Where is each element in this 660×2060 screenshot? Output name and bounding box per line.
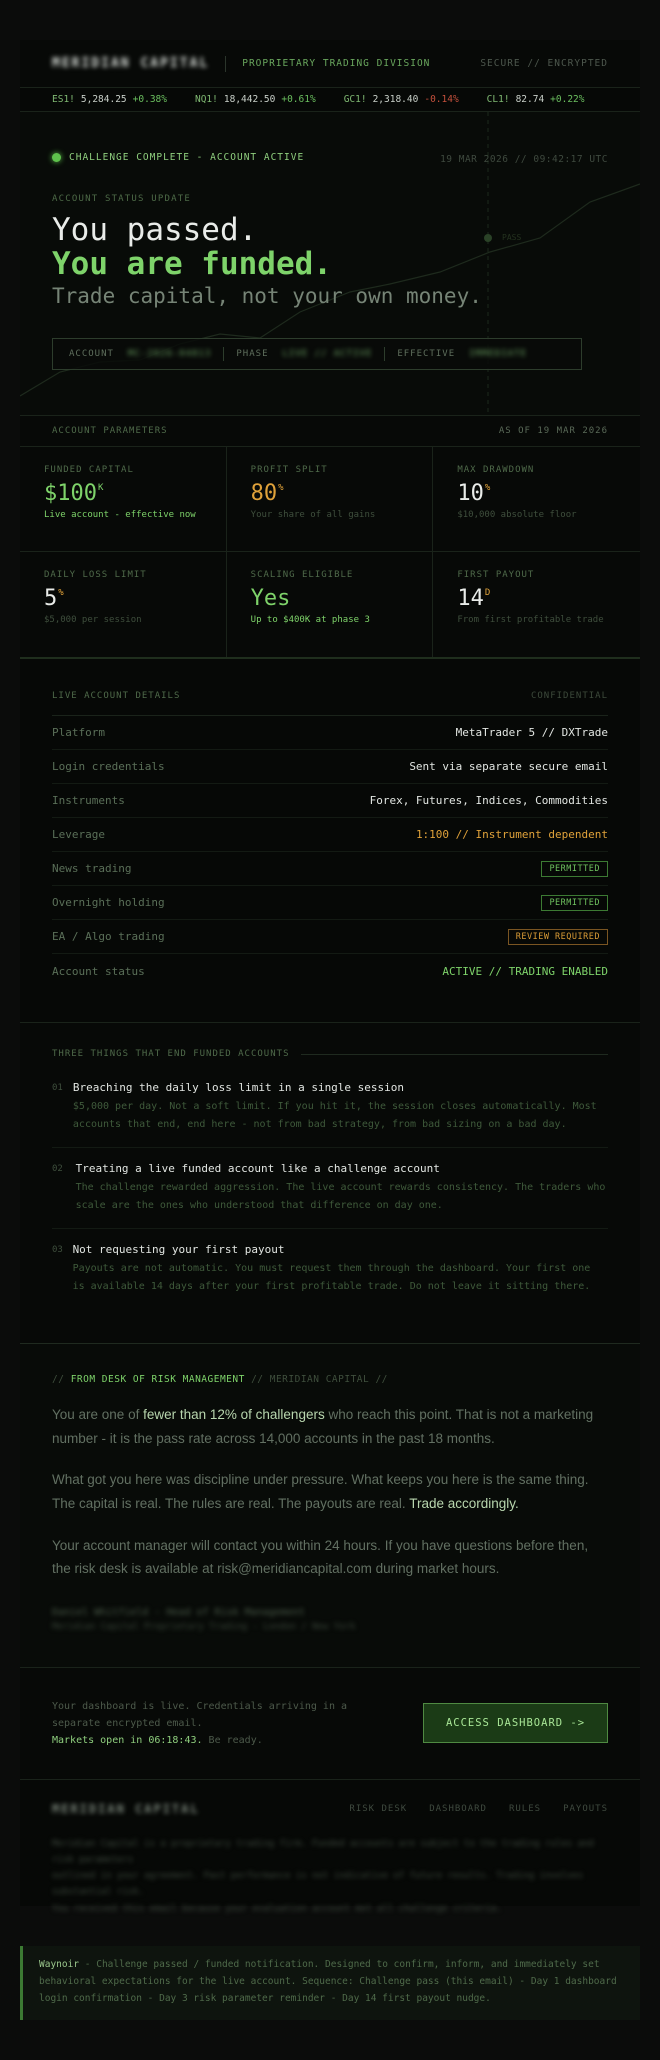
param-value: 80% (250, 481, 284, 506)
risk-desk-letter (20, 1344, 640, 1668)
param-key: FIRST PAYOUT (457, 570, 535, 580)
detail-value: ACTIVE // TRADING ENABLED (442, 964, 608, 978)
from-org: // MERIDIAN CAPITAL // (251, 1374, 388, 1385)
hero-section (20, 112, 640, 416)
ticker-symbol: GC1! (343, 94, 367, 105)
effective-key: EFFECTIVE (397, 349, 456, 359)
note-text: - Challenge passed / funded notification. Designed to confirm, inform, and immediately set behavioral expectations for the live account. Sequence: Challenge pass (this email) - Day 1 dashboard login confirmation - Day 3 risk parameter reminder - Day 14 first payout nudge. (39, 1959, 617, 2005)
detail-row-ea (52, 920, 608, 954)
footer-link-payouts[interactable]: PAYOUTS (563, 1803, 608, 1814)
status-badge: REVIEW REQUIRED (508, 929, 608, 945)
footer-links (349, 1804, 608, 1814)
item-title: Breaching the daily loss limit in a single session (72, 1081, 405, 1094)
pass-marker (484, 234, 492, 242)
footer (20, 1780, 640, 1914)
params-asof: AS OF 19 MAR 2026 (498, 426, 608, 436)
divider (384, 347, 385, 361)
detail-key: Overnight holding (52, 896, 165, 909)
ticker-item (487, 94, 585, 105)
list-item (52, 1243, 608, 1309)
division-label: PROPRIETARY TRADING DIVISION (242, 58, 431, 69)
cta-line-2: Markets open in 06:18:43. Be ready. (52, 1734, 263, 1746)
footer-link-dashboard[interactable]: DASHBOARD (429, 1803, 487, 1814)
param-key: PROFIT SPLIT (250, 465, 328, 475)
detail-row-overnight (52, 886, 608, 920)
signature-org: Meridian Capital Proprietary Trading - London / New York (52, 1621, 356, 1632)
ticker-price: 5,284.25 (80, 94, 127, 105)
ticker-item (344, 94, 459, 105)
detail-value: MetaTrader 5 // DXTrade (455, 726, 608, 739)
detail-value: Forex, Futures, Indices, Commodities (369, 794, 608, 807)
item-body: The challenge rewarded aggression. The live account rewards consistency. The traders who scale are the ones who understood that difference on day one. (75, 1182, 606, 1211)
param-daily-loss (20, 552, 227, 657)
params-title: ACCOUNT PARAMETERS (52, 426, 168, 436)
ticker-symbol: CL1! (486, 94, 510, 105)
cta-section (20, 1668, 640, 1780)
list-item (52, 1162, 608, 1229)
param-key: SCALING ELIGIBLE (250, 570, 354, 580)
detail-row-login (52, 750, 608, 784)
market-countdown: Markets open in 06:18:43. (52, 1734, 203, 1746)
ticker-price: 82.74 (515, 94, 545, 105)
param-value: Yes (250, 586, 291, 611)
secure-label: SECURE // ENCRYPTED (480, 58, 608, 69)
ticker-price: 18,442.50 (223, 94, 276, 105)
market-ticker (20, 88, 640, 112)
account-strip (52, 338, 582, 370)
three-things-section (20, 1023, 640, 1344)
section-label: ACCOUNT STATUS UPDATE (52, 194, 191, 204)
param-sub: $5,000 per session (44, 615, 142, 625)
param-first-payout (433, 552, 640, 657)
footer-disclaimer: Meridian Capital is a proprietary trading firm. Funded accounts are subject to the trading rules and risk parameters outlined in your agreement. Past performance is not indicative of future results. Trading involves substantial risk. You received this email because your evaluation account met all challenge criteria. (52, 1838, 594, 1914)
footer-brand: MERIDIAN CAPITAL (52, 1801, 200, 1816)
item-body: $5,000 per day. Not a soft limit. If you hit it, the session closes automatically. Most accounts that end, end here - not from bad strategy, from bad sizing on a bad day. (72, 1101, 597, 1130)
divider (223, 347, 224, 361)
ticker-change: +0.22% (550, 94, 585, 105)
ticker-item (195, 94, 316, 105)
param-scaling (227, 552, 434, 657)
item-number: 02 (52, 1164, 63, 1174)
ticker-symbol: ES1! (52, 94, 75, 105)
phase-key: PHASE (236, 349, 269, 359)
param-value: $\$100^K$ (44, 481, 104, 506)
account-value: MC-2026-04813 (127, 349, 212, 359)
things-header (52, 1049, 608, 1059)
headline-tagline: Trade capital, not your own money. (52, 284, 482, 308)
detail-key: Leverage (52, 828, 105, 841)
phase-value: LIVE // ACTIVE (282, 349, 373, 359)
email-container (20, 40, 640, 1914)
item-body: Payouts are not automatic. You must request them through the dashboard. Your first one is available 14 days after your first profitable trade. Do not leave it sitting there. (72, 1263, 591, 1292)
param-sub: From first profitable trade (457, 615, 604, 625)
detail-key: EA / Algo trading (52, 930, 165, 943)
letter-paragraph-2: What got you here was discipline under pressure. What keeps you here is the same thing. The capital is real. The rules are real. The payouts are real. Trade accordingly. (52, 1472, 589, 1511)
param-key: MAX DRAWDOWN (457, 465, 535, 475)
param-max-drawdown (433, 447, 640, 552)
item-number: 01 (52, 1083, 63, 1093)
param-sub: Your share of all gains (250, 510, 376, 520)
header (20, 40, 640, 88)
param-value: 10% (457, 481, 491, 506)
signature-block (52, 1607, 608, 1641)
cta-line-1: Your dashboard is live. Credentials arriving in a separate encrypted email. (52, 1700, 348, 1729)
item-title: Treating a live funded account like a challenge account (75, 1162, 440, 1175)
confidential-tag: CONFIDENTIAL (530, 691, 608, 701)
params-header (20, 416, 640, 447)
ticker-change: -0.14% (424, 94, 459, 105)
header-divider (225, 56, 226, 72)
detail-key: Platform (52, 726, 105, 739)
detail-key: News trading (52, 862, 132, 875)
ticker-price: 2,318.40 (372, 94, 419, 105)
detail-row-leverage (52, 818, 608, 852)
ticker-item (52, 94, 167, 105)
letter-paragraph-3: Your account manager will contact you within 24 hours. If you have questions before then, the risk desk is available at risk@meridiancapital.com during market hours. (52, 1537, 589, 1577)
ticker-change: +0.61% (281, 94, 316, 105)
detail-key: Login credentials (52, 760, 165, 773)
pass-tag: PASS (502, 233, 522, 242)
status-badge: PERMITTED (541, 861, 608, 877)
letter-from (52, 1374, 608, 1385)
param-value: 5% (44, 586, 64, 611)
note-label: Waynoir (39, 1959, 80, 1970)
detail-row-instruments (52, 784, 608, 818)
brand-logo: MERIDIAN CAPITAL (52, 56, 210, 71)
detail-row-news (52, 852, 608, 886)
param-value: $14^D$ (457, 586, 491, 611)
design-note (20, 1946, 640, 2020)
details-title: LIVE ACCOUNT DETAILS (52, 691, 181, 701)
detail-value: Sent via separate secure email (409, 760, 608, 773)
param-profit-split (227, 447, 434, 552)
header-rule (301, 1054, 608, 1055)
detail-row-platform (52, 716, 608, 750)
status-text: CHALLENGE COMPLETE - ACCOUNT ACTIVE (69, 152, 305, 163)
list-item (52, 1081, 608, 1148)
item-title: Not requesting your first payout (72, 1243, 285, 1256)
things-title: THREE THINGS THAT END FUNDED ACCOUNTS (52, 1049, 290, 1059)
footer-link-rules[interactable]: RULES (508, 1803, 542, 1814)
detail-value: 1:100 // Instrument dependent (415, 828, 608, 841)
from-desk: FROM DESK OF RISK MANAGEMENT (70, 1374, 245, 1385)
status-indicator (52, 152, 304, 163)
signature-name: Daniel Whitfield - Head of Risk Management (52, 1606, 305, 1618)
timestamp: 19 MAR 2026 // 09:42:17 UTC (440, 154, 608, 165)
param-key: FUNDED CAPITAL (44, 465, 134, 475)
live-account-details (20, 659, 640, 1023)
footer-link-risk-desk[interactable]: RISK DESK (349, 1803, 408, 1814)
access-dashboard-button[interactable]: ACCESS DASHBOARD -> (423, 1703, 608, 1743)
params-grid (20, 447, 640, 659)
letter-paragraph-1: You are one of fewer than 12% of challengers who reach this point. That is not a marketing number - it is the pass rate across 14,000 accounts in the past 18 months. (52, 1407, 594, 1446)
detail-row-status (52, 954, 608, 988)
effective-value: IMMEDIATE (469, 349, 527, 359)
param-sub: Up to $400K at phase 3 (250, 615, 370, 625)
cta-message (52, 1698, 372, 1749)
param-key: DAILY LOSS LIMIT (44, 570, 147, 580)
status-dot-icon (52, 153, 61, 162)
ticker-symbol: NQ1! (194, 94, 218, 105)
param-funded-capital (20, 447, 227, 552)
status-badge: PERMITTED (541, 895, 608, 911)
account-key: ACCOUNT (69, 349, 114, 359)
details-header (52, 691, 608, 716)
headline-funded: You are funded. (52, 246, 332, 282)
detail-key: Account status (52, 964, 145, 978)
headline-passed: You passed. (52, 212, 258, 248)
param-sub: $10,000 absolute floor (457, 510, 577, 520)
param-sub: Live account - effective now (44, 510, 196, 520)
from-prefix: // (52, 1374, 65, 1385)
item-number: 03 (52, 1245, 63, 1255)
ticker-change: +0.38% (132, 94, 167, 105)
detail-key: Instruments (52, 794, 125, 807)
